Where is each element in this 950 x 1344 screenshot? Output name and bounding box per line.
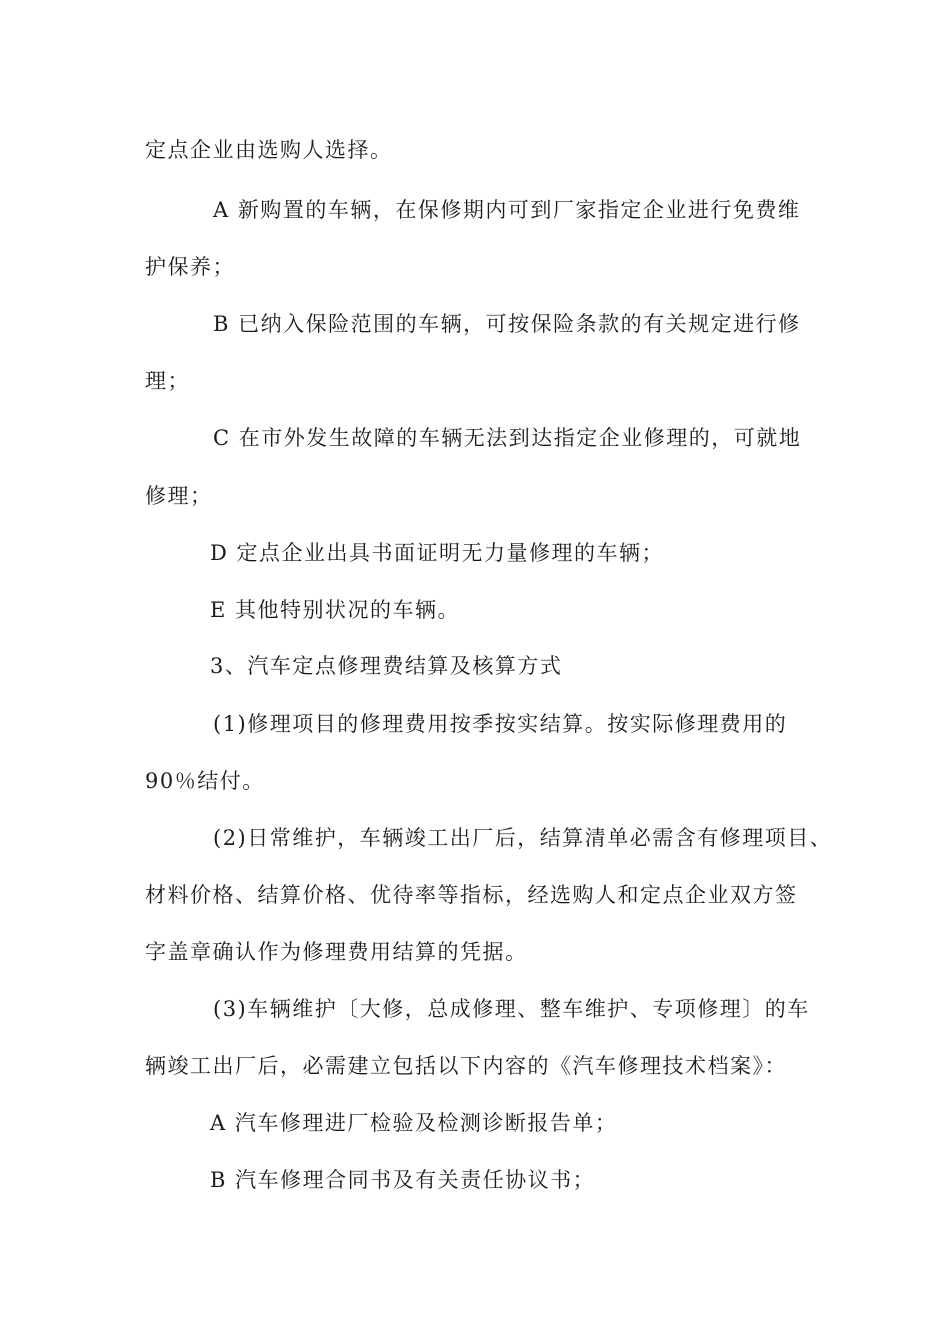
text-line-12: 90％结付。 xyxy=(145,769,265,793)
text-line-19: B 汽车修理合同书及有关责任协议书； xyxy=(210,1168,596,1192)
text-line-4: B 已纳入保险范围的车辆，可按保险条款的有关规定进行修 xyxy=(213,312,801,336)
text-line-3: 护保养； xyxy=(145,255,235,279)
text-line-7: 修理； xyxy=(145,484,213,508)
section-heading: 3、汽车定点修理费结算及核算方式 xyxy=(210,654,563,678)
text-line-2: A 新购置的车辆，在保修期内可到厂家指定企业进行免费维 xyxy=(213,198,801,222)
text-line-5: 理； xyxy=(145,369,190,393)
text-line-1: 定点企业由选购人选择。 xyxy=(145,138,393,162)
text-line-14: 材料价格、结算价格、优待率等指标，经选购人和定点企业双方签 xyxy=(145,883,798,907)
text-line-11: (1)修理项目的修理费用按季按实结算。按实际修理费用的 xyxy=(213,712,788,736)
text-line-15: 字盖章确认作为修理费用结算的凭据。 xyxy=(145,940,528,964)
text-line-9: E 其他特别状况的车辆。 xyxy=(210,598,461,622)
text-line-13: (2)日常维护，车辆竣工出厂后，结算清单必需含有修理项目、 xyxy=(213,826,833,850)
text-line-17: 辆竣工出厂后，必需建立包括以下内容的《汽车修理技术档案》： xyxy=(145,1054,787,1078)
text-line-18: A 汽车修理进厂检验及检测诊断报告单； xyxy=(210,1111,618,1135)
text-line-8: D 定点企业出具书面证明无力量修理的车辆； xyxy=(210,541,665,565)
text-line-16: (3)车辆维护〔大修，总成修理、整车维护、专项修理〕的车 xyxy=(213,997,810,1021)
text-line-6: C 在市外发生故障的车辆无法到达指定企业修理的，可就地 xyxy=(213,426,802,450)
